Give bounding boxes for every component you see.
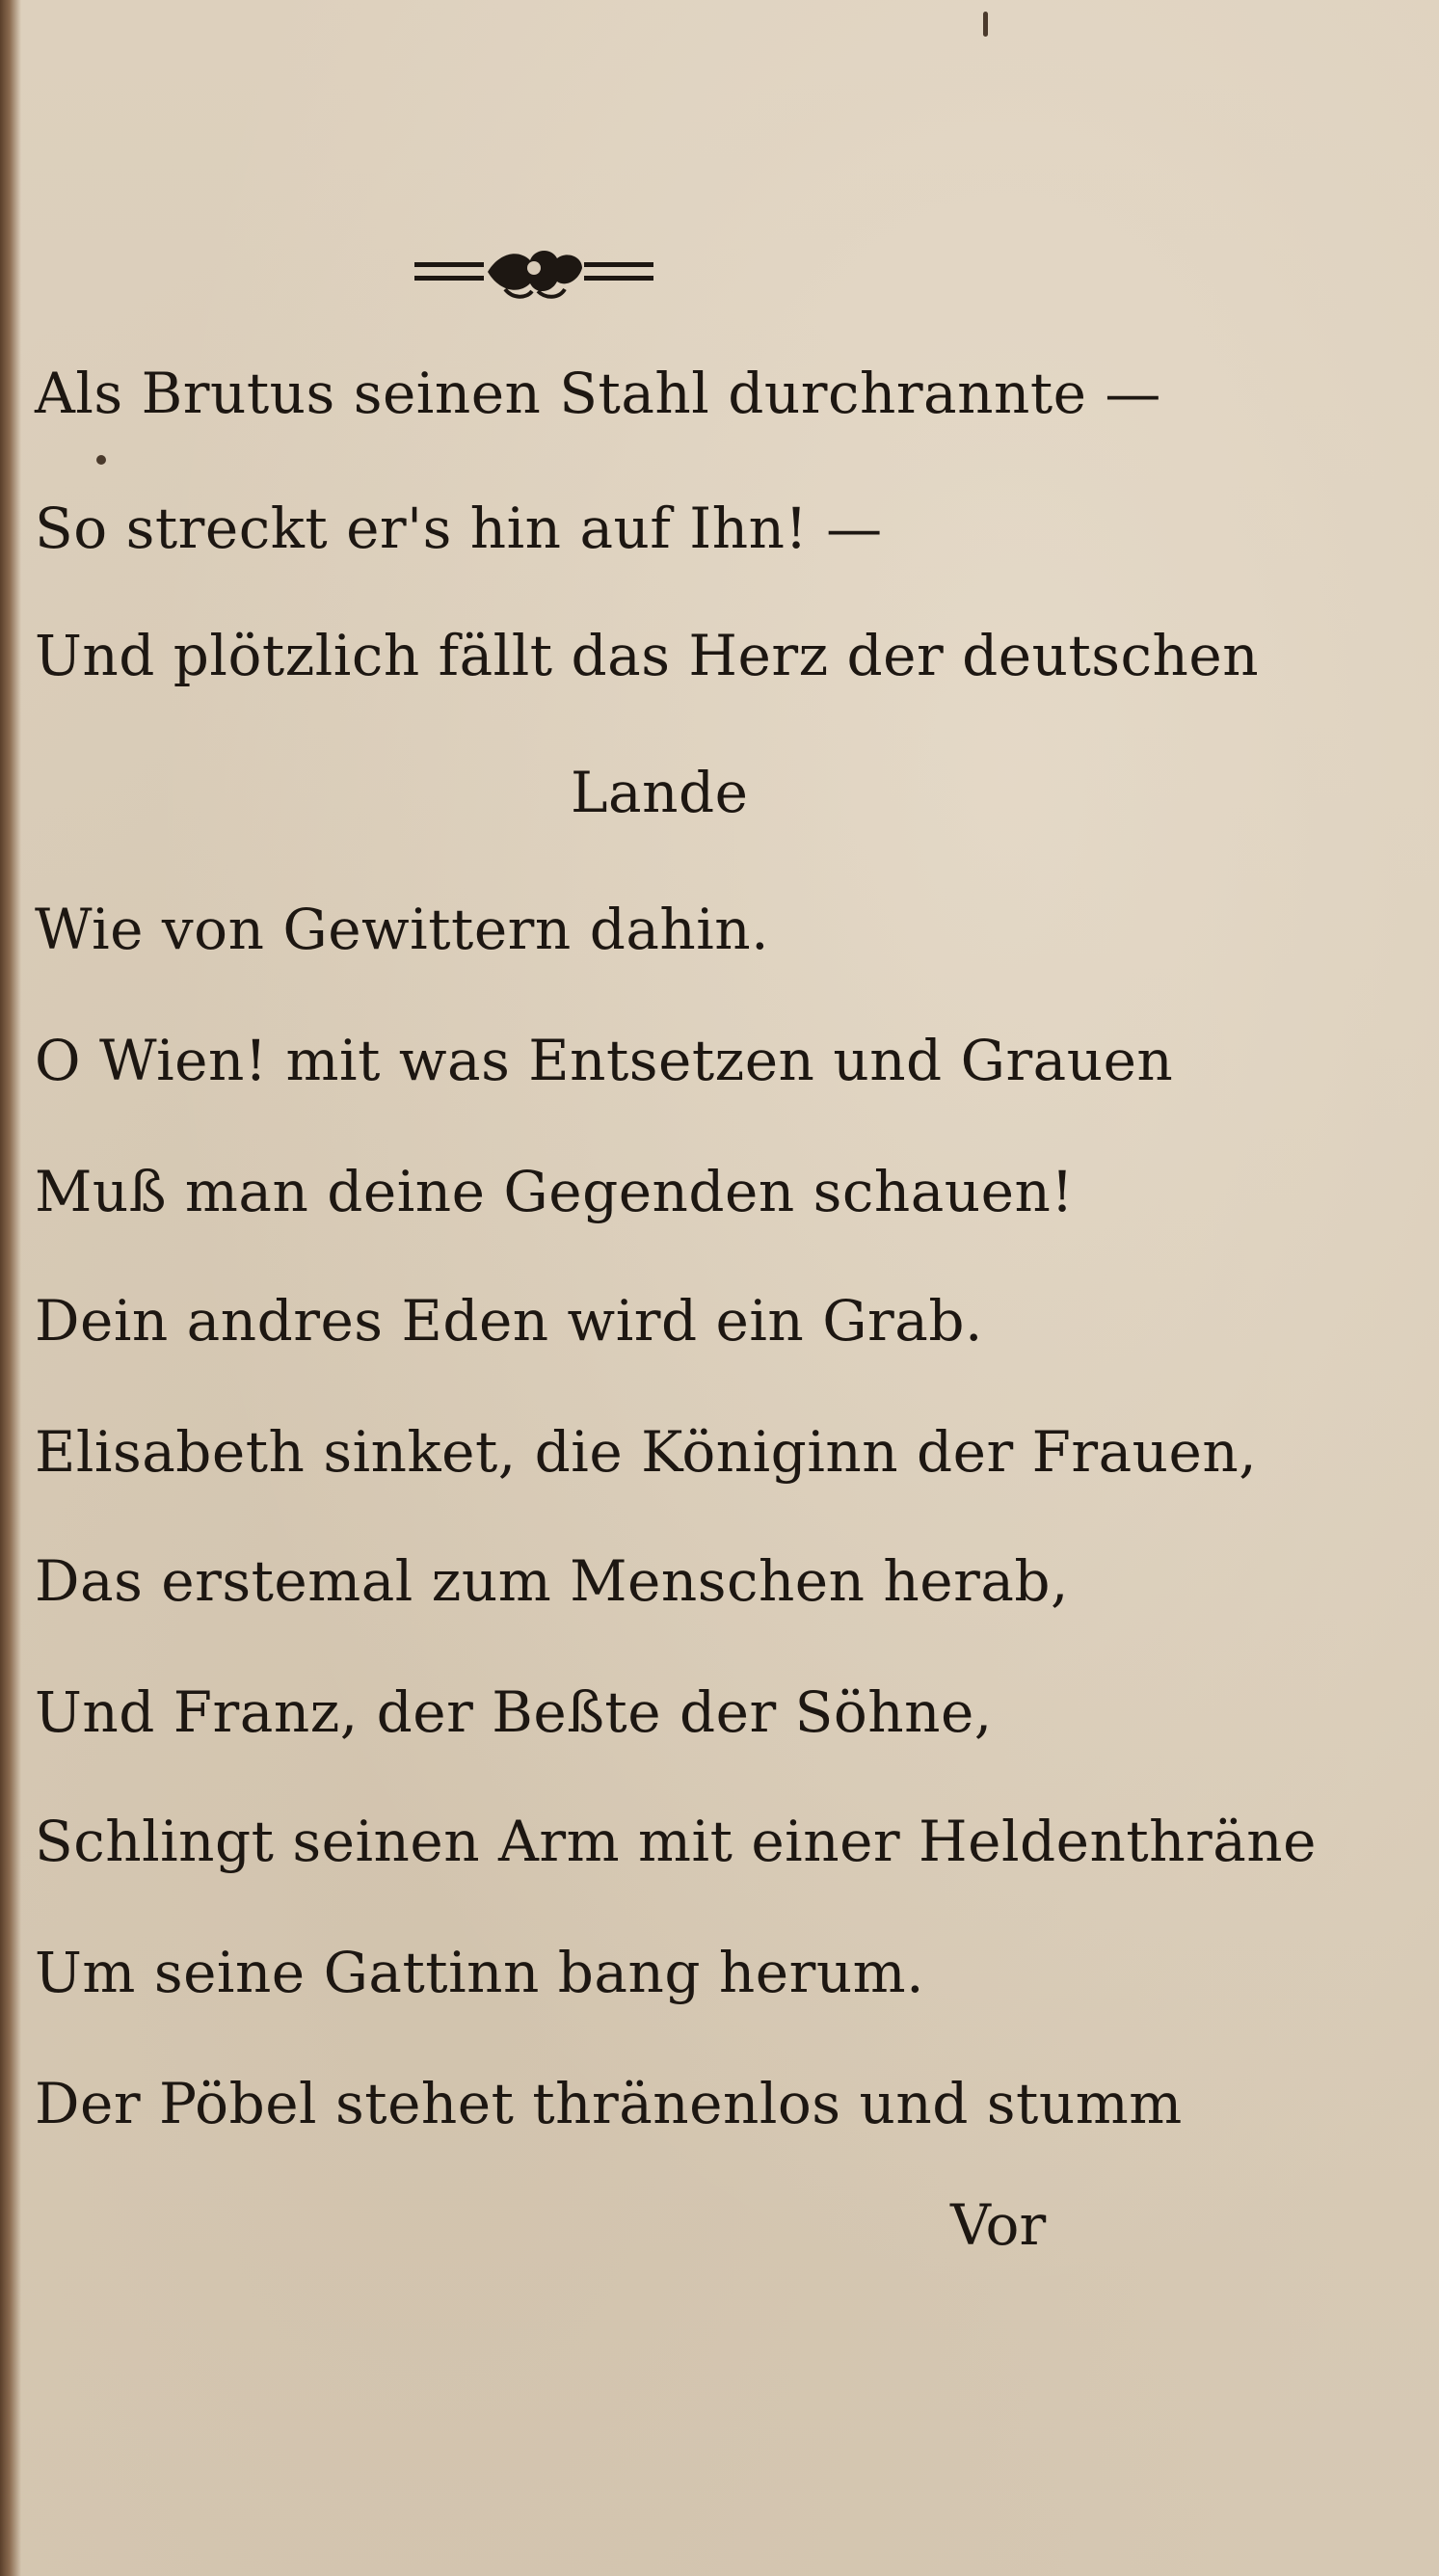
ornamental-divider-icon xyxy=(413,239,655,307)
poem-line: Um seine Gattinn bang herum. xyxy=(35,1940,925,2005)
page-gutter-edge xyxy=(0,0,21,2576)
poem-line: Schlingt seinen Arm mit einer Heldenthräne xyxy=(35,1809,1317,1874)
poem-line: Elisabeth sinket, die Königinn der Frauen, xyxy=(35,1419,1258,1485)
ink-speck xyxy=(96,455,106,465)
poem-line: Muß man deine Gegenden schauen! xyxy=(35,1159,1075,1224)
poem-line: Der Pöbel stehet thränenlos und stumm xyxy=(35,2071,1183,2136)
poem-line: O Wien! mit was Entsetzen und Grauen xyxy=(35,1028,1174,1093)
poem-line: Als Brutus seinen Stahl durchrannte — xyxy=(35,361,1161,426)
poem-line: Und plötzlich fällt das Herz der deutschen xyxy=(35,623,1260,688)
poem-line: Lande xyxy=(571,760,749,825)
poem-line: Das erstemal zum Menschen herab, xyxy=(35,1548,1069,1614)
poem-line: Dein andres Eden wird ein Grab. xyxy=(35,1288,983,1354)
poem-line: So streckt er's hin auf Ihn! — xyxy=(35,496,883,561)
poem-line: Und Franz, der Beßte der Söhne, xyxy=(35,1679,993,1745)
ink-speck xyxy=(983,12,988,37)
catchword: Vor xyxy=(950,2192,1047,2258)
poem-line: Wie von Gewittern dahin. xyxy=(35,897,770,962)
